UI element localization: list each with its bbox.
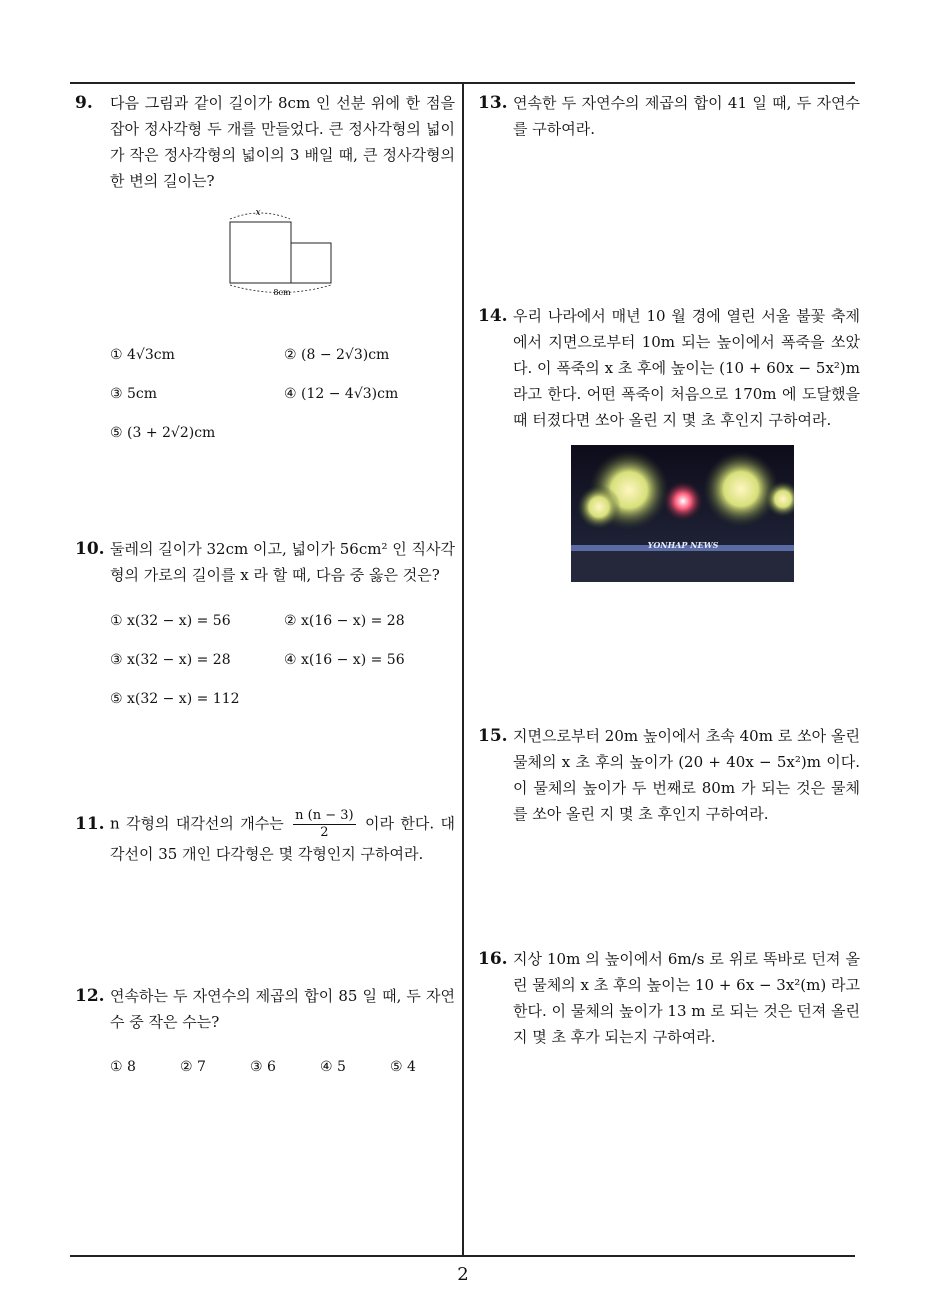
question-number: 11. [75,814,105,834]
question-16 [478,946,860,1050]
question-number: 12. [75,986,105,1006]
choice-5[interactable]: ⑤ x(32 − x) = 112 [110,691,240,707]
fraction-numerator: n (n − 3) [295,808,354,823]
question-number: 15. [478,726,508,746]
question-text: 지면으로부터 20m 높이에서 초속 40m 로 쏘아 올린 물체의 x 초 후의 높이가 (20 + 40x − 5x²)m 이다. 이 물체의 높이가 두 번째로 80m 가 되는 것은 물체를 쏘아 올린 지 몇 초 후인지 구하여라. [513,727,860,823]
question-14 [478,303,860,433]
question-text [110,808,455,867]
choice-1[interactable]: ① x(32 − x) = 56 [110,613,231,629]
choice-3[interactable]: ③ x(32 − x) = 28 [110,652,231,668]
bottom-rule [70,1255,855,1257]
bottom-label: 8cm [273,288,291,297]
large-square [230,222,291,283]
choice-3[interactable]: ③ 6 [250,1059,276,1075]
fraction-denominator: 2 [320,825,329,840]
question-10 [75,536,455,588]
choice-5[interactable]: ⑤ 4 [390,1059,416,1075]
question-12 [75,983,455,1035]
choice-2[interactable]: ② 7 [180,1059,206,1075]
question-13 [478,90,860,142]
choice-1[interactable]: ① 8 [110,1059,136,1075]
question-number: 10. [75,539,105,559]
question-text: 연속하는 두 자연수의 제곱의 합이 85 일 때, 두 자연수 중 작은 수는? [110,987,455,1031]
question-text: 다음 그림과 같이 길이가 8cm 인 선분 위에 한 점을 잡아 정사각형 두 개를 만들었다. 큰 정사각형의 넓이가 작은 정사각형의 넓이의 3 배일 때, 큰 정사각형의 한 변의 길이는? [110,94,455,190]
question-number: 14. [478,306,508,326]
text-before-fraction: n 각형의 대각선의 개수는 [110,814,284,833]
question-number: 9. [75,93,93,113]
choice-3[interactable]: ③ 5cm [110,386,158,402]
column-divider [462,82,464,1257]
question-text: 둘레의 길이가 32cm 이고, 넓이가 56cm² 인 직사각형의 가로의 길이를 x 라 할 때, 다음 중 옳은 것은? [110,540,455,584]
choice-4[interactable]: ④ 5 [320,1059,346,1075]
choice-4[interactable]: ④ (12 − 4√3)cm [284,386,399,402]
question-text: 연속한 두 자연수의 제곱의 합이 41 일 때, 두 자연수를 구하여라. [513,94,860,138]
question-number: 13. [478,93,508,113]
choice-2[interactable]: ② x(16 − x) = 28 [284,613,405,629]
diagonal-fraction [293,808,355,841]
choice-2[interactable]: ② (8 − 2√3)cm [284,347,390,363]
squares-figure [225,205,335,300]
choice-5[interactable]: ⑤ (3 + 2√2)cm [110,425,216,441]
text-after-fraction: 이라 한다. 대각선이 35 개인 다각형은 몇 각형인지 구하여라. [110,814,455,863]
top-label: x [255,208,261,218]
page-number: 2 [457,1264,469,1285]
choice-1[interactable]: ① 4√3cm [110,347,175,363]
question-text: 우리 나라에서 매년 10 월 경에 열린 서울 불꽃 축제에서 지면으로부터 10m 되는 높이에서 폭죽을 쏘았다. 이 폭죽의 x 초 후에 높이는 (10 + 60x − 5x²)m 라고 한다. 어떤 폭죽이 처음으로 170m 에 도달했을 때 터졌다면 쏘아 올린 지 몇 초 후인지 구하여라. [513,307,860,429]
fireworks-photo [571,445,794,582]
question-11 [75,808,455,867]
question-number: 16. [478,949,508,969]
photo-watermark: YONHAP NEWS [647,540,719,550]
small-square [291,243,331,283]
question-9 [75,90,455,194]
choice-4[interactable]: ④ x(16 − x) = 56 [284,652,405,668]
question-text: 지상 10m 의 높이에서 6m/s 로 위로 똑바로 던져 올린 물체의 x 초 후의 높이는 10 + 6x − 3x²(m) 라고 한다. 이 물체의 높이가 13 m 로 되는 것은 던져 올린 지 몇 초 후가 되는지 구하여라. [513,950,860,1046]
question-15 [478,723,860,827]
